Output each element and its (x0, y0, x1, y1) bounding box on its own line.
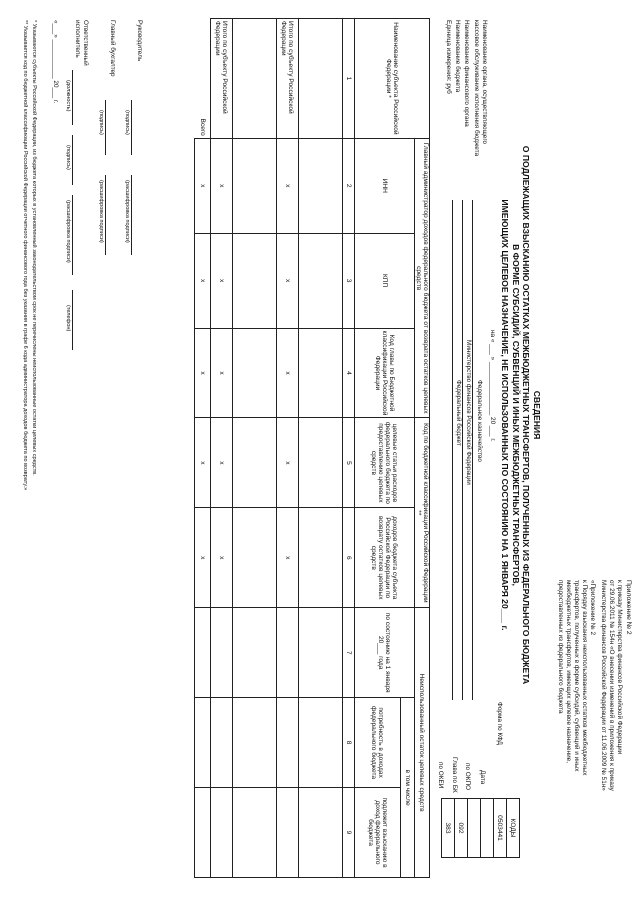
table-row-itogo-1 (277, 19, 299, 878)
th-num-4: 4 (343, 328, 355, 418)
title-line-1: СВЕДЕНИЯ (532, 390, 542, 440)
acc-decode-line (105, 175, 106, 255)
okpo-label: по ОКПО (464, 763, 471, 791)
exec-sign-caption: (подпись) (65, 145, 71, 170)
unit-label: Единица измерения: руб (445, 20, 452, 94)
title-line-3: В ФОРМЕ СУБСИДИЙ, СУБВЕНЦИЙ И ИНЫХ МЕЖБЮДЖЕТНЫХ ТРАНСФЕРТОВ, (511, 244, 521, 586)
org-label-2: кассовое обслуживание исполнения бюджета (473, 20, 480, 157)
date-label: Дата (479, 770, 486, 785)
cell-x: x (211, 508, 233, 608)
okpo-value (468, 799, 481, 858)
codes-header: КОДЫ (507, 799, 520, 858)
th-need: потребность в доходах федерального бюджета (355, 698, 401, 788)
org-value-1: Федеральное казначейство (476, 380, 483, 462)
exec-position-line (72, 70, 73, 125)
footnote-2: ** Указывается код по бюджетной классификации Российской Федерации отчетного финансового года без указания в графе 6 кода администратора доходов бюджета по возврату.» (22, 20, 28, 491)
title-line-2: О ПОДЛЕЖАЩИХ ВЗЫСКАНИЮ ОСТАТКАХ МЕЖБЮДЖЕТНЫХ ТРАНСФЕРТОВ, ПОЛУЧЕННЫХ ИЗ ФЕДЕРАЛЬНОГО БЮДЖЕТА (521, 145, 532, 685)
exec-phone-line (72, 290, 73, 350)
okei-value: 383 (442, 799, 455, 858)
appendix-line-8: межбюджетных трансфертов, имеющих целевое назначение, (565, 580, 572, 763)
appendix-line-3: от 29.06.2011 № 154н «О внесении изменений в приложения к приказу (608, 580, 615, 791)
th-incl: в том числе (401, 698, 415, 878)
th-group-kbk: Код по бюджетной классификации Российской Федерации ** (415, 418, 430, 608)
th-kpp: КПП (355, 233, 415, 328)
th-num-1: 1 (343, 19, 355, 139)
cell-x: x (195, 508, 211, 608)
cell-x: x (211, 233, 233, 328)
th-num-7: 7 (343, 608, 355, 698)
table-row (299, 19, 343, 878)
table-row-itogo-2 (211, 19, 233, 878)
cell-x: x (211, 418, 233, 508)
th-num-9: 9 (343, 788, 355, 878)
appendix-line-5: «Приложение № 2 (589, 580, 596, 635)
table-row-total (195, 19, 211, 878)
th-remainder-date: по состоянию на 1 января 20___ года (355, 608, 415, 698)
th-num-6: 6 (343, 508, 355, 608)
org-underline-3 (452, 200, 453, 700)
th-group-admin: Главный администратор доходов федерального бюджета от возврата остатков целевых средств (415, 138, 430, 418)
row-itogo-label-2: Итого по субъекту Российской Федерации (211, 19, 233, 139)
th-group-remainder: Неиспользованный остаток целевых средств (415, 608, 430, 878)
cell-x: x (211, 138, 233, 233)
row-total-label: Всего (195, 19, 211, 139)
doc-title (500, 90, 542, 740)
appendix-line-2: к приказу Министерства финансов Российской Федерации (616, 580, 623, 755)
table-row (233, 19, 277, 878)
th-glava: Код главы по Бюджетной классификации Российской Федерации (355, 328, 415, 418)
codes-table (441, 798, 520, 858)
title-date-line: на « ___ » _______________ 20 ___ г. (489, 330, 496, 442)
okei-label: по ОКЕИ (437, 762, 444, 789)
exec-decode-caption: (расшифровка подписи) (65, 200, 71, 263)
cell-x: x (277, 328, 299, 418)
cell-x: x (195, 233, 211, 328)
th-subject: Наименование субъекта Российской Федерации * (355, 19, 430, 139)
th-inn: ИНН (355, 138, 415, 233)
glava-value: 092 (455, 799, 468, 858)
budget-label: Наименование бюджета (454, 20, 461, 93)
cell-x: x (195, 328, 211, 418)
cell-x: x (277, 233, 299, 328)
appendix-line-9: предоставленных из федерального бюджета (557, 580, 564, 714)
org-underline-1 (472, 200, 473, 700)
appendix-line-7: трансфертов, полученных в форме субсидий, субвенций и иных (573, 580, 580, 772)
exec-position-caption: (должность) (65, 80, 71, 112)
executor-label-2: исполнитель (74, 20, 81, 58)
footnote-1: * Указываются субъекты Российской Федерации, из бюджета которых в установленный законодательством срок не перечислены неиспользованные остатки целевых средств. (31, 20, 37, 476)
main-table (194, 18, 430, 878)
cell-x: x (211, 328, 233, 418)
th-recover: подлежит взысканию в доход федерального бюджета (355, 788, 401, 878)
head-sign-caption: (подпись) (124, 110, 130, 135)
cell-x: x (277, 418, 299, 508)
fin-label: Наименование финансового органа (463, 20, 470, 127)
row-itogo-label: Итого по субъекту Российской Федерации (277, 19, 299, 139)
th-num-5: 5 (343, 418, 355, 508)
org-label-1: Наименование органа, осуществляющего (481, 20, 488, 145)
th-num-3: 3 (343, 233, 355, 328)
cell-x: x (277, 508, 299, 608)
executor-label-1: Ответственный (82, 20, 89, 66)
exec-sign-line (72, 135, 73, 185)
cell-x: x (277, 138, 299, 233)
th-income: доходов бюджета субъекта Российской Федерации по возврату остатков целевых средств (355, 508, 415, 608)
th-num-8: 8 (343, 698, 355, 788)
head-decode-line (131, 175, 132, 255)
org-underline-2 (462, 200, 463, 700)
fin-value: Министерство финансов Российской Федерации (465, 340, 472, 485)
chief-acc-label: Главный бухгалтер (109, 20, 116, 77)
appendix-line-4: Министерства финансов Российской Федерации от 11.06.2009 № 51н» (600, 580, 607, 791)
forma-value: 0503441 (494, 799, 507, 858)
cell-x: x (195, 418, 211, 508)
head-decode-caption: (расшифровка подписи) (124, 180, 130, 243)
forma-label: Форма по КФД (496, 702, 503, 745)
title-line-4: ИМЕЮЩИХ ЦЕЛЕВОЕ НАЗНАЧЕНИЕ, НЕ ИСПОЛЬЗОВАННЫХ ПО СОСТОЯНИЮ НА 1 ЯНВАРЯ 20___ г. (500, 199, 511, 631)
head-sign-line (131, 100, 132, 155)
acc-decode-caption: (расшифровка подписи) (98, 180, 104, 243)
th-target: целевые статьи расходов федерального бюджета по предоставлению целевых средств (355, 418, 415, 508)
budget-value: Федеральный бюджет (455, 380, 462, 446)
acc-sign-caption: (подпись) (98, 110, 104, 135)
acc-sign-line (105, 100, 106, 155)
date-value (481, 799, 494, 858)
glava-label: Глава по БК (451, 757, 458, 793)
sign-date: «___» ___________ 20___ г. (52, 20, 59, 104)
head-label: Руководитель (136, 20, 143, 62)
appendix-line-1: Приложение № 2 (625, 580, 632, 635)
exec-phone-caption: (телефон) (65, 305, 71, 332)
th-num-2: 2 (343, 138, 355, 233)
appendix-line-6: к Порядку взыскания неиспользованных остатков межбюджетных (581, 580, 588, 776)
cell-x: x (195, 138, 211, 233)
exec-decode-line (72, 195, 73, 275)
